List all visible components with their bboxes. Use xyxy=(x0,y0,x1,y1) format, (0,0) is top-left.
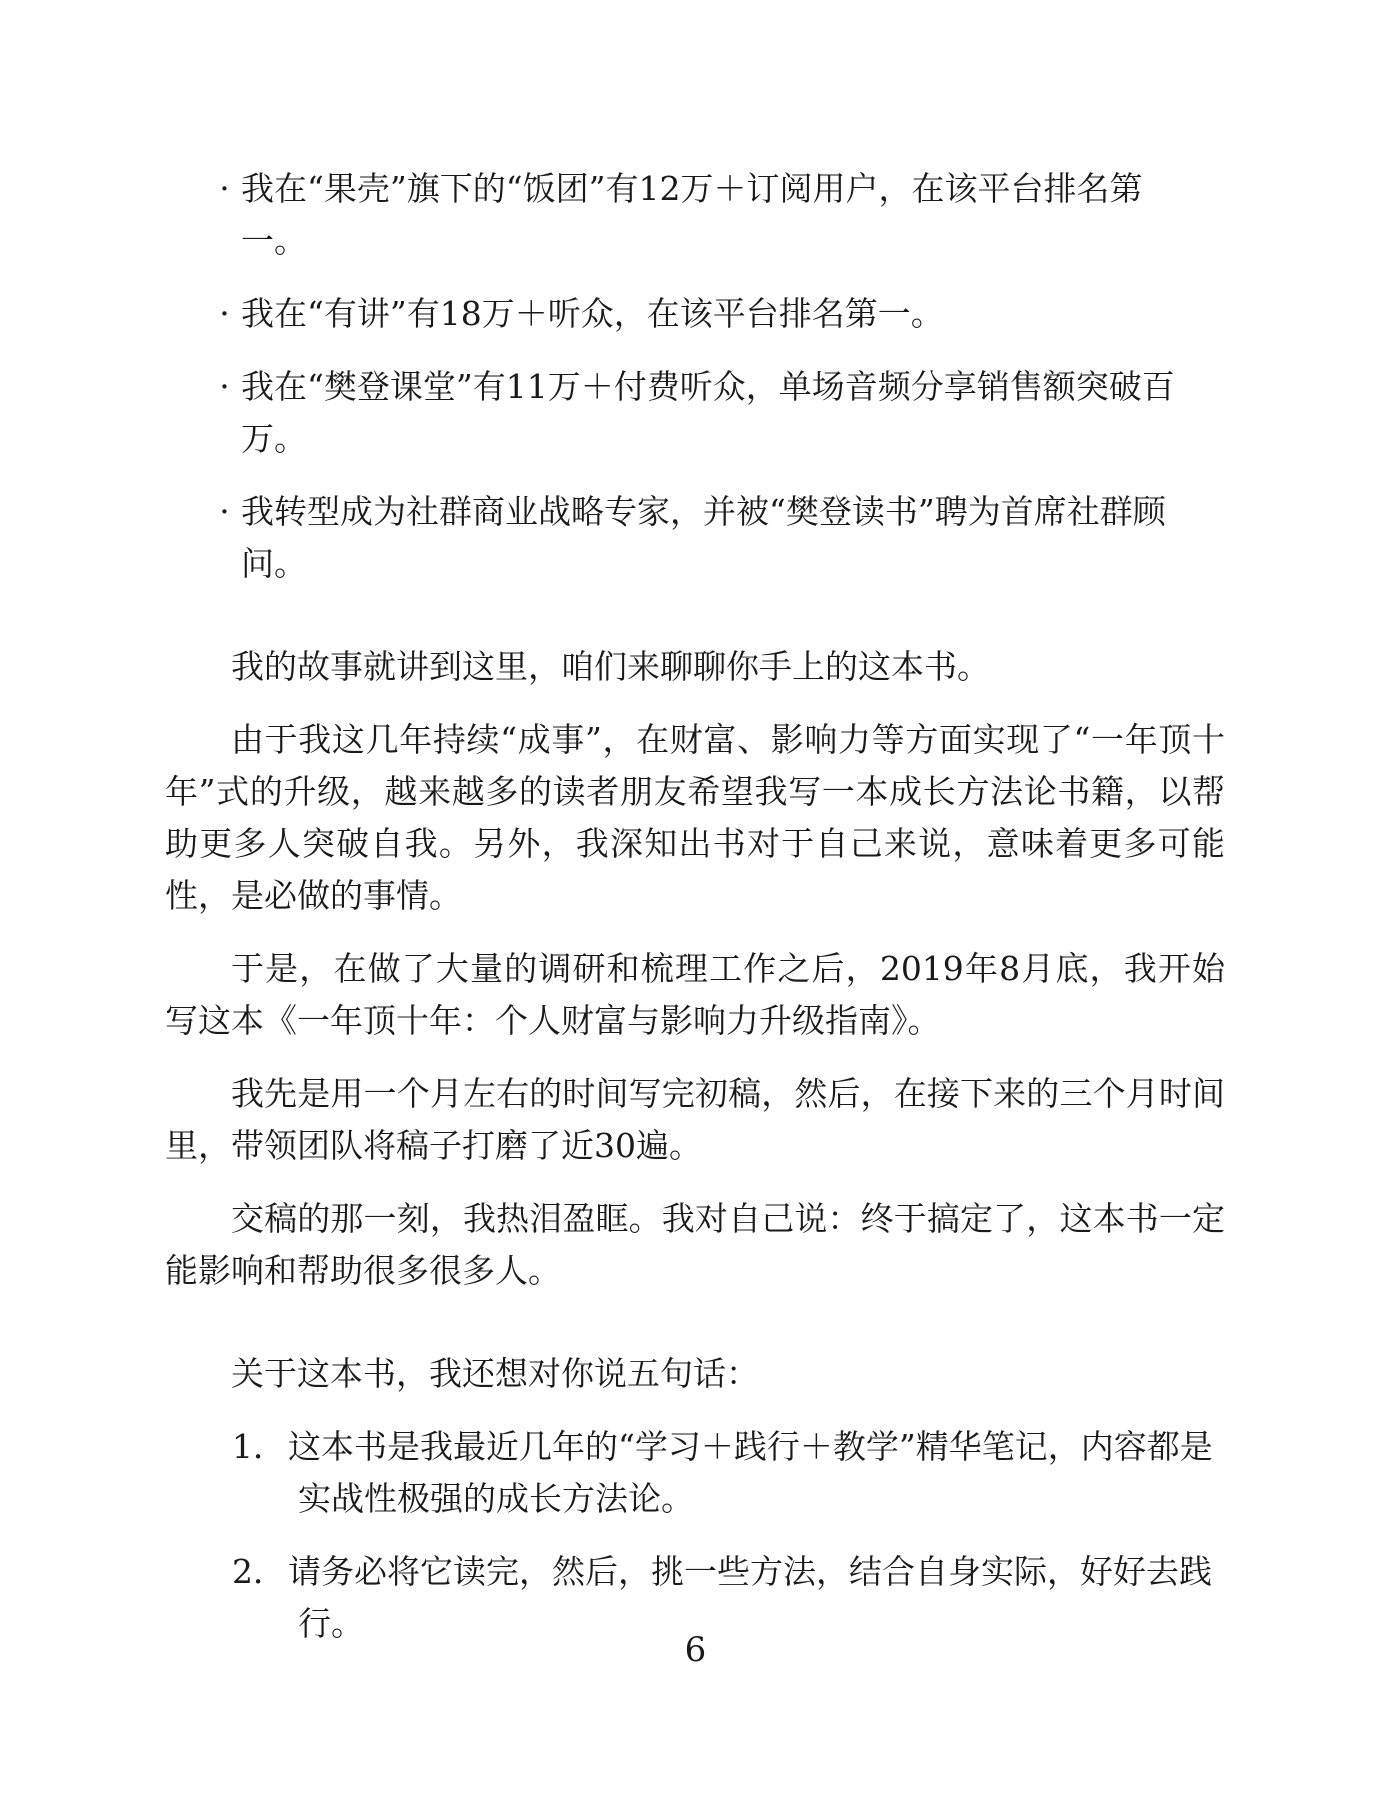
bullet-marker: · xyxy=(219,294,230,333)
bullet-text: 我在“有讲”有18万＋听众，在该平台排名第一。 xyxy=(241,294,944,333)
body-paragraph: 于是，在做了大量的调研和梳理工作之后，2019年8月底，我开始写这本《一年顶十年：个人财富与影响力升级指南》。 xyxy=(165,949,1225,1040)
numbered-item xyxy=(165,1421,1225,1525)
body-paragraph: 交稿的那一刻，我热泪盈眶。我对自己说：终于搞定了，这本书一定能影响和帮助很多很多人。 xyxy=(165,1199,1225,1290)
page-content xyxy=(165,163,1225,1671)
bullet-marker: · xyxy=(219,492,230,531)
bullet-item xyxy=(143,288,1203,340)
body-paragraph: 我的故事就讲到这里，咱们来聊聊你手上的这本书。 xyxy=(231,647,990,686)
bullet-text: 我在“樊登课堂”有11万＋付费听众，单场音频分享销售额突破百万。 xyxy=(241,367,1175,458)
bullet-text: 我在“果壳”旗下的“饭团”有12万＋订阅用户，在该平台排名第一。 xyxy=(241,169,1143,260)
bullet-text: 我转型成为社群商业战略专家，并被“樊登读书”聘为首席社群顾问。 xyxy=(241,492,1166,583)
bullet-item xyxy=(143,361,1203,465)
body-paragraph: 关于这本书，我还想对你说五句话： xyxy=(231,1354,759,1393)
bullet-item xyxy=(143,163,1203,267)
bullet-marker: · xyxy=(219,367,230,406)
bullet-item xyxy=(143,486,1203,590)
item-text: 请务必将它读完，然后，挑一些方法，结合自身实际，好好去践行。 xyxy=(288,1552,1212,1643)
item-number: 2． xyxy=(232,1552,286,1591)
bullet-marker: · xyxy=(219,169,230,208)
item-number: 1． xyxy=(232,1427,286,1466)
page-number: 6 xyxy=(684,1630,707,1670)
body-paragraph: 我先是用一个月左右的时间写完初稿，然后，在接下来的三个月时间里，带领团队将稿子打磨了近30遍。 xyxy=(165,1074,1225,1165)
item-text: 这本书是我最近几年的“学习＋践行＋教学”精华笔记，内容都是实战性极强的成长方法论。 xyxy=(288,1427,1213,1518)
body-paragraph: 由于我这几年持续“成事”，在财富、影响力等方面实现了“一年顶十年”式的升级，越来越多的读者朋友希望我写一本成长方法论书籍，以帮助更多人突破自我。另外，我深知出书对于自己来说，意味着更多可能性，是必做的事情。 xyxy=(165,720,1225,915)
